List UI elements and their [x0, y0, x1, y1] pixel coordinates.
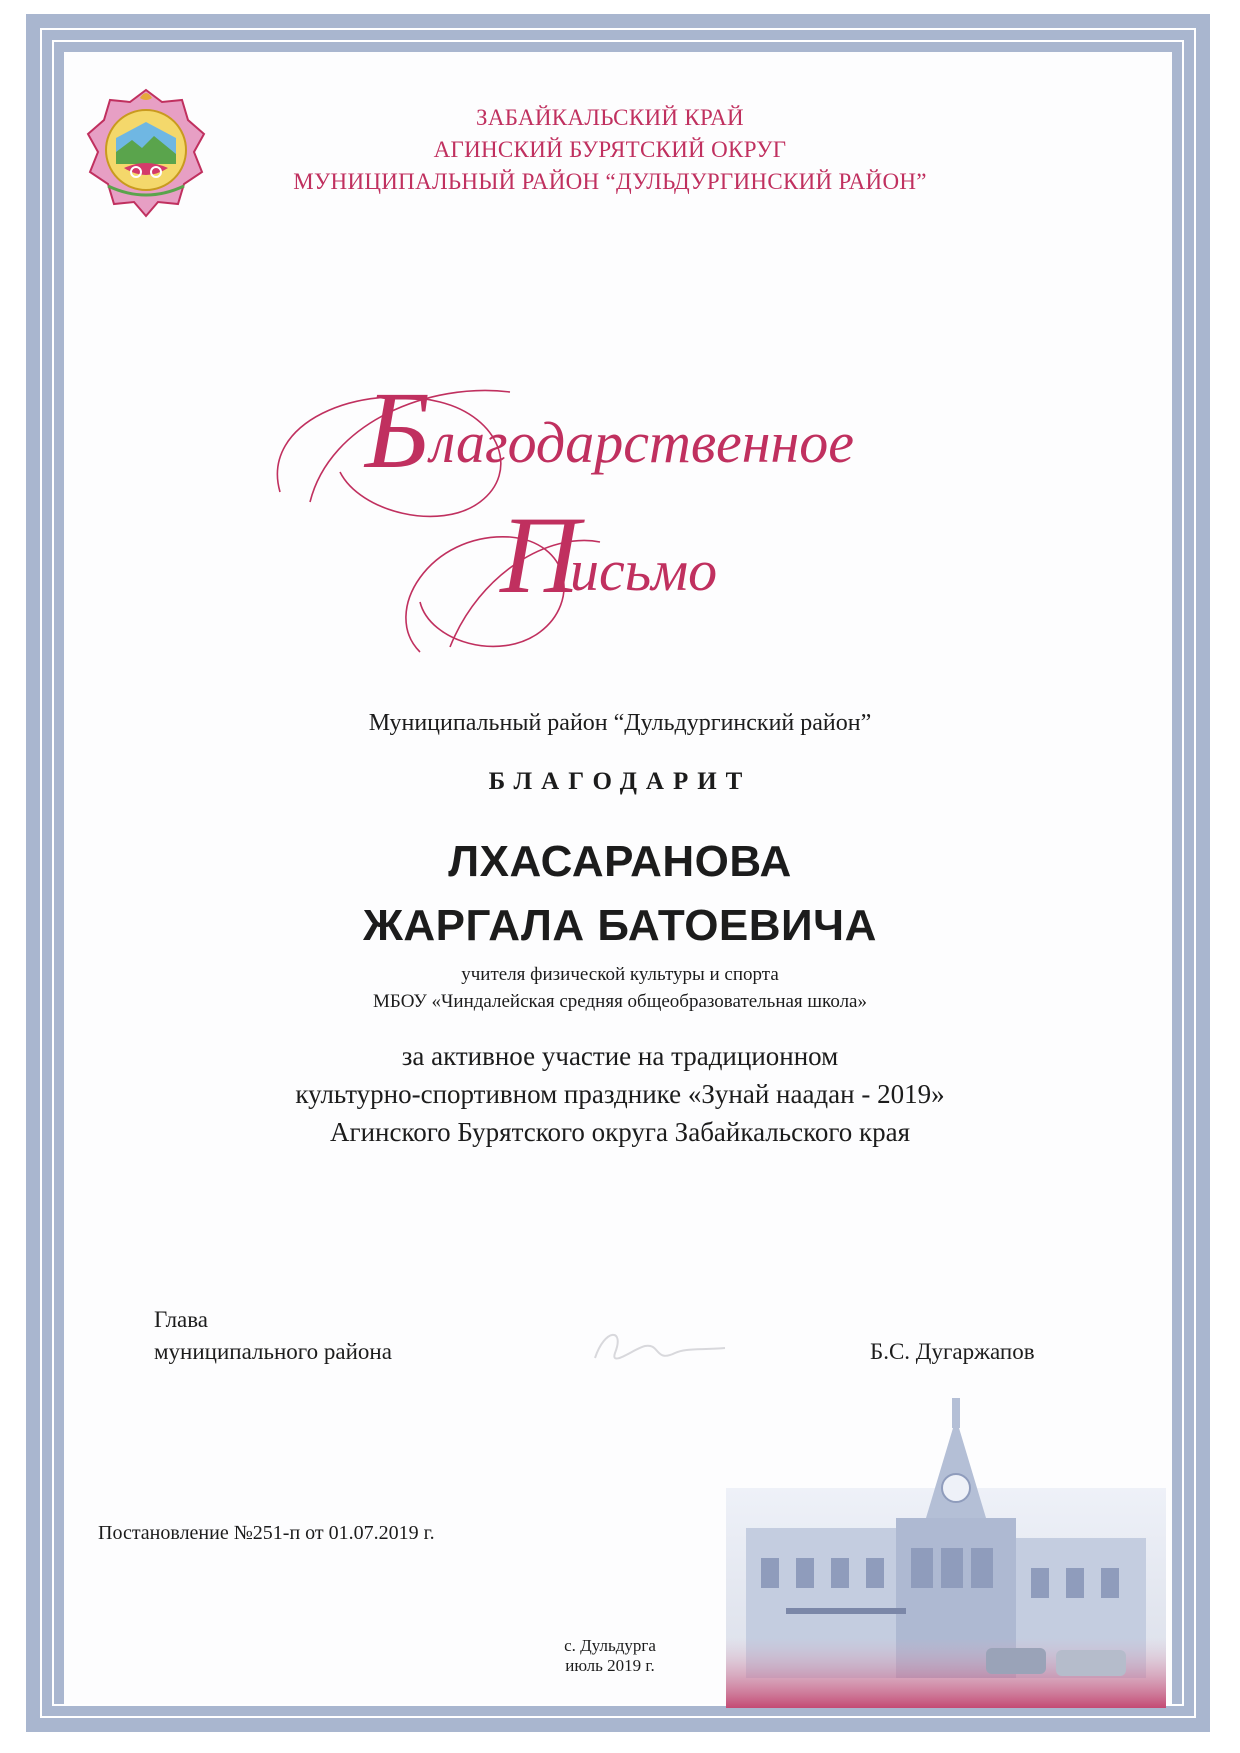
issue-place: с. Дульдурга: [564, 1636, 656, 1655]
recipient-surname: ЛХАСАРАНОВА: [448, 837, 792, 886]
building-illustration: [726, 1398, 1166, 1708]
signatory-title: [154, 1304, 392, 1368]
reason-line-2: культурно-спортивном празднике «Зунай наадан - 2019»: [295, 1079, 945, 1109]
issuer-name: Муниципальный район “Дульдургинский район”: [368, 710, 872, 736]
title-initial-b: Б: [365, 369, 430, 491]
header-region: ЗАБАЙКАЛЬСКИЙ КРАЙ: [476, 105, 744, 130]
signatory-name: Б.С. Дугаржапов: [870, 1339, 1035, 1364]
position-role: учителя физической культуры и спорта: [461, 964, 779, 985]
recipient-given-names: ЖАРГАЛА БАТОЕВИЧА: [363, 901, 877, 950]
recipient-name: [0, 830, 1240, 958]
recipient-position: [0, 961, 1240, 1015]
issuer-header: [210, 102, 1010, 198]
position-school: МБОУ «Чиндалейская средняя общеобразовательная школа»: [373, 991, 867, 1012]
coat-of-arms-emblem: [84, 82, 208, 220]
signatory-title-line-2: муниципального района: [154, 1339, 392, 1364]
thanks-heading: БЛАГОДАРИТ: [488, 768, 752, 795]
award-reason: [0, 1037, 1240, 1151]
signatory-title-line-1: Глава: [154, 1307, 209, 1332]
header-district: АГИНСКИЙ БУРЯТСКИЙ ОКРУГ: [433, 137, 787, 162]
title-word-1: лагодарственное: [430, 410, 855, 475]
issue-date: июль 2019 г.: [565, 1656, 655, 1675]
handwritten-signature: [585, 1318, 735, 1378]
decree-reference: Постановление №251-п от 01.07.2019 г.: [98, 1522, 435, 1544]
header-municipality: МУНИЦИПАЛЬНЫЙ РАЙОН “ДУЛЬДУРГИНСКИЙ РАЙОН”: [293, 169, 927, 194]
document-title: [270, 362, 970, 662]
title-word-2: исьмо: [570, 538, 718, 603]
title-initial-p: П: [500, 494, 580, 616]
reason-line-1: за активное участие на традиционном: [401, 1041, 839, 1071]
issue-place-date: [510, 1636, 710, 1676]
reason-line-3: Агинского Бурятского округа Забайкальского края: [330, 1117, 910, 1147]
